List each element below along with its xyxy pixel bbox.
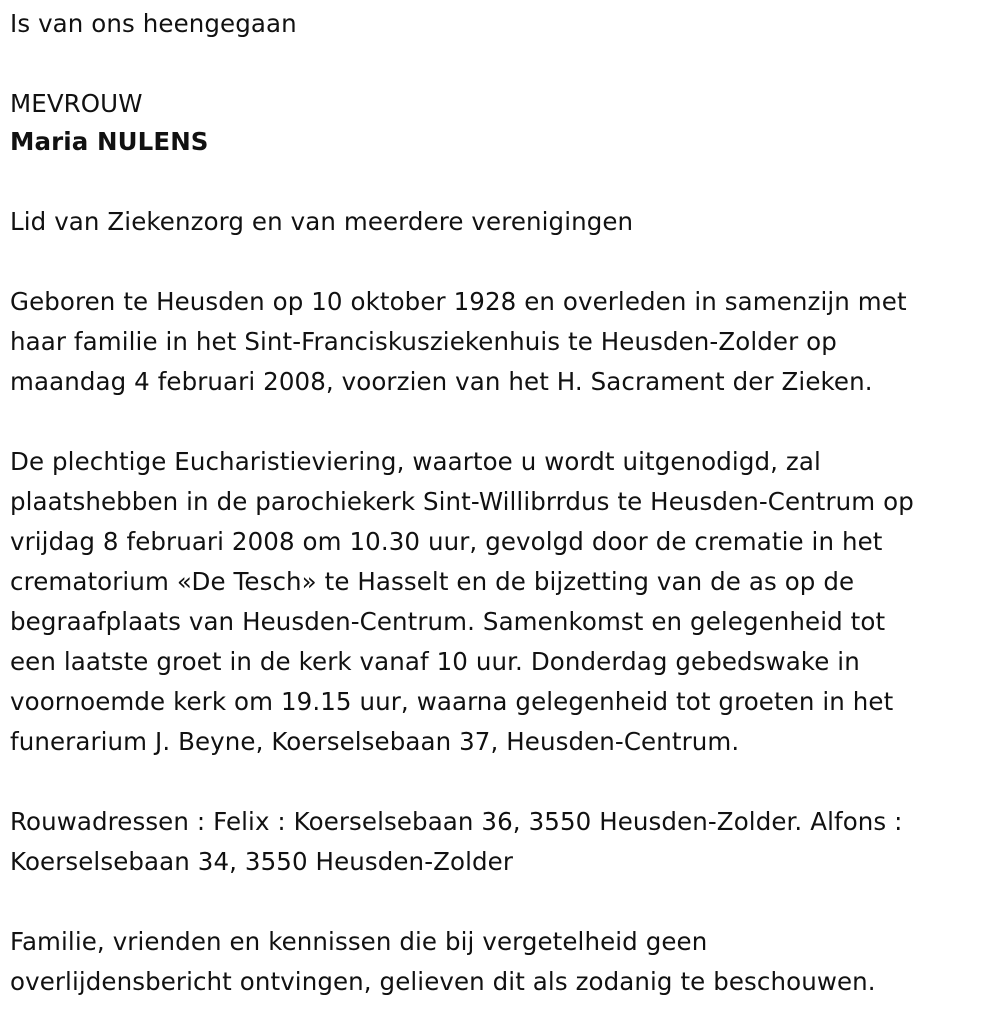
- paragraph-line: De plechtige Eucharistieviering, waartoe u wordt uitgenodigd, zal: [10, 447, 821, 476]
- paragraph-line: crematorium «De Tesch» te Hasselt en de bijzetting van de as op de: [10, 567, 855, 596]
- membership-text: Lid van Ziekenzorg en van meerdere verenigingen: [10, 207, 634, 236]
- intro-text: Is van ons heengegaan: [10, 9, 297, 38]
- closing-paragraph: [10, 922, 995, 1002]
- paragraph-line: voornoemde kerk om 19.15 uur, waarna gelegenheid tot groeten in het: [10, 687, 894, 716]
- paragraph-line: maandag 4 februari 2008, voorzien van het H. Sacrament der Zieken.: [10, 367, 873, 396]
- title-text: MEVROUW: [10, 89, 143, 118]
- paragraph-line: Koerselsebaan 34, 3550 Heusden-Zolder: [10, 847, 514, 876]
- paragraph-line: overlijdensbericht ontvingen, gelieven dit als zodanig te beschouwen.: [10, 967, 876, 996]
- spacer: [10, 402, 995, 442]
- death-notice: [10, 4, 995, 1002]
- address-paragraph: [10, 802, 995, 882]
- paragraph-line: plaatshebben in de parochiekerk Sint-Willibrrdus te Heusden-Centrum op: [10, 487, 914, 516]
- deceased-name: Maria NULENS: [10, 127, 209, 156]
- paragraph-line: Rouwadressen : Felix : Koerselsebaan 36, 3550 Heusden-Zolder. Alfons :: [10, 807, 903, 836]
- paragraph-line: begraafplaats van Heusden-Centrum. Samenkomst en gelegenheid tot: [10, 607, 886, 636]
- paragraph-line: funerarium J. Beyne, Koerselsebaan 37, Heusden-Centrum.: [10, 727, 740, 756]
- birth-death-paragraph: [10, 282, 995, 402]
- paragraph-line: Familie, vrienden en kennissen die bij vergetelheid geen: [10, 927, 708, 956]
- spacer: [10, 242, 995, 282]
- paragraph-line: een laatste groet in de kerk vanaf 10 uur. Donderdag gebedswake in: [10, 647, 860, 676]
- paragraph-line: vrijdag 8 februari 2008 om 10.30 uur, gevolgd door de crematie in het: [10, 527, 883, 556]
- spacer: [10, 762, 995, 802]
- spacer: [10, 44, 995, 84]
- ceremony-paragraph: [10, 442, 995, 762]
- paragraph-line: haar familie in het Sint-Franciskusziekenhuis te Heusden-Zolder op: [10, 327, 837, 356]
- spacer: [10, 162, 995, 202]
- spacer: [10, 882, 995, 922]
- paragraph-line: Geboren te Heusden op 10 oktober 1928 en overleden in samenzijn met: [10, 287, 907, 316]
